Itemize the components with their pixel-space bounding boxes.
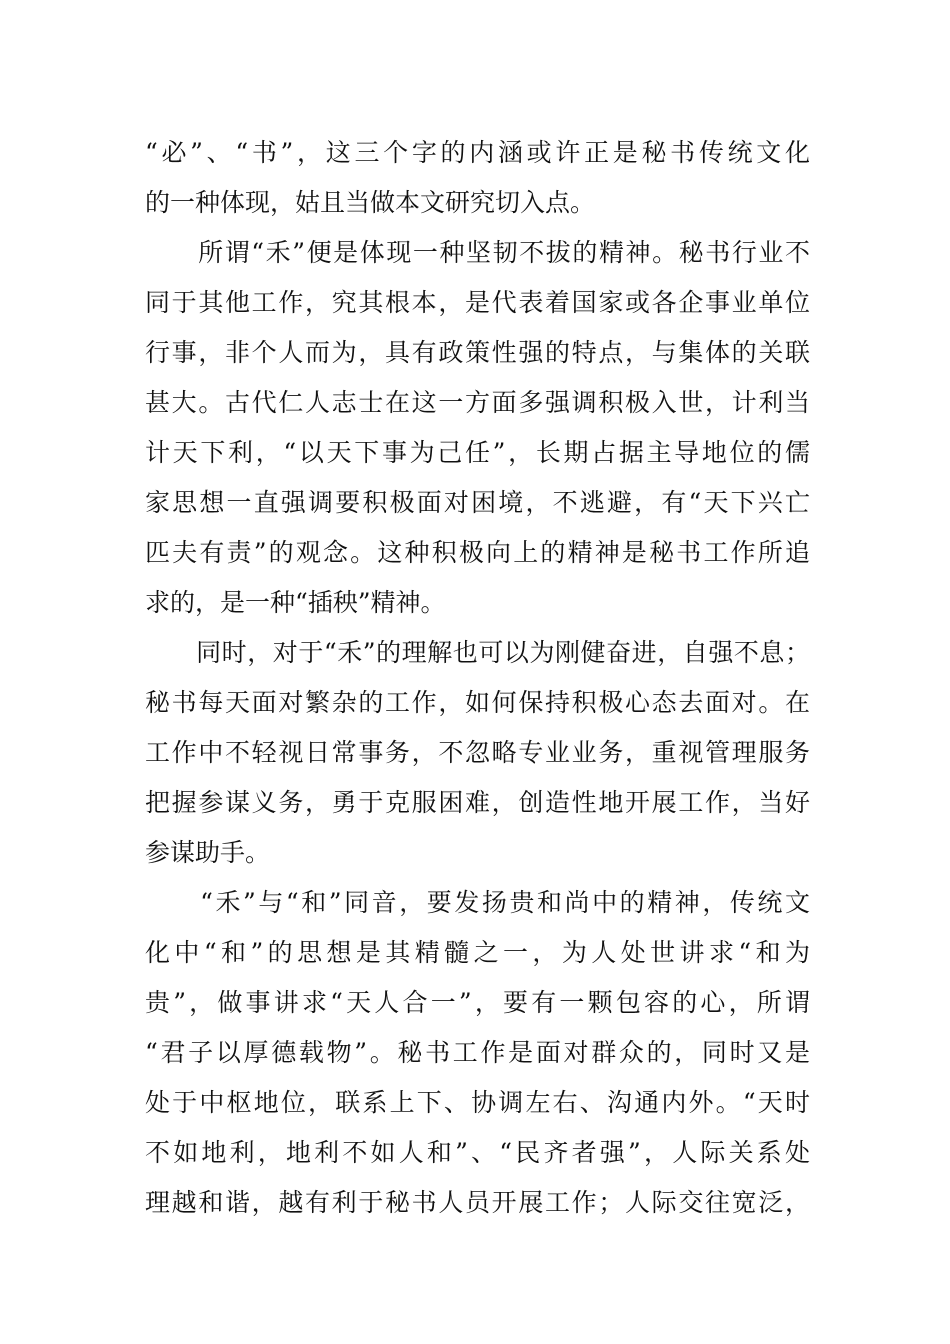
text-line: 同时，对于“禾”的理解也可以为刚健奋进，自强不息； xyxy=(145,638,810,667)
text-line: 把握参谋义务，勇于克服困难，创造性地开展工作，当好 xyxy=(145,788,810,817)
text-line: 理越和谐，越有利于秘书人员开展工作；人际交往宽泛， xyxy=(145,1188,810,1217)
text-line: 同于其他工作，究其根本，是代表着国家或各企事业单位 xyxy=(145,288,810,317)
text-line: 参谋助手。 xyxy=(145,838,271,867)
paragraph xyxy=(145,628,810,878)
text-line: 匹夫有责”的观念。这种积极向上的精神是秘书工作所追 xyxy=(145,538,810,567)
text-line: 家思想一直强调要积极面对困境，不逃避，有“天下兴亡 xyxy=(145,488,810,517)
text-line: 不如地利，地利不如人和”、“民齐者强”，人际关系处 xyxy=(145,1138,810,1167)
paragraph xyxy=(145,228,810,628)
text-line: 化中“和”的思想是其精髓之一，为人处世讲求“和为 xyxy=(145,938,810,967)
text-line: 的一种体现，姑且当做本文研究切入点。 xyxy=(145,188,596,217)
text-line: 贵”，做事讲求“天人合一”，要有一颗包容的心，所谓 xyxy=(145,988,810,1017)
paragraph xyxy=(145,128,810,228)
text-line: “必”、“书”，这三个字的内涵或许正是秘书传统文化 xyxy=(145,138,810,167)
text-line: 行事，非个人而为，具有政策性强的特点，与集体的关联 xyxy=(145,338,810,367)
text-line: “君子以厚德载物”。秘书工作是面对群众的，同时又是 xyxy=(145,1038,810,1067)
text-line: 求的，是一种“插秧”精神。 xyxy=(145,588,446,617)
paragraph xyxy=(145,878,810,1228)
text-line: 工作中不轻视日常事务，不忽略专业业务，重视管理服务 xyxy=(145,738,810,767)
text-line: 秘书每天面对繁杂的工作，如何保持积极心态去面对。在 xyxy=(145,688,810,717)
text-line: 甚大。古代仁人志士在这一方面多强调积极入世，计利当 xyxy=(145,388,810,417)
text-line: 所谓“禾”便是体现一种坚韧不拔的精神。秘书行业不 xyxy=(145,238,810,267)
text-line: 计天下利，“以天下事为己任”，长期占据主导地位的儒 xyxy=(145,438,810,467)
text-line: “禾”与“和”同音，要发扬贵和尚中的精神，传统文 xyxy=(145,888,810,917)
text-line: 处于中枢地位，联系上下、协调左右、沟通内外。“天时 xyxy=(145,1088,810,1117)
document-body xyxy=(145,128,810,1228)
